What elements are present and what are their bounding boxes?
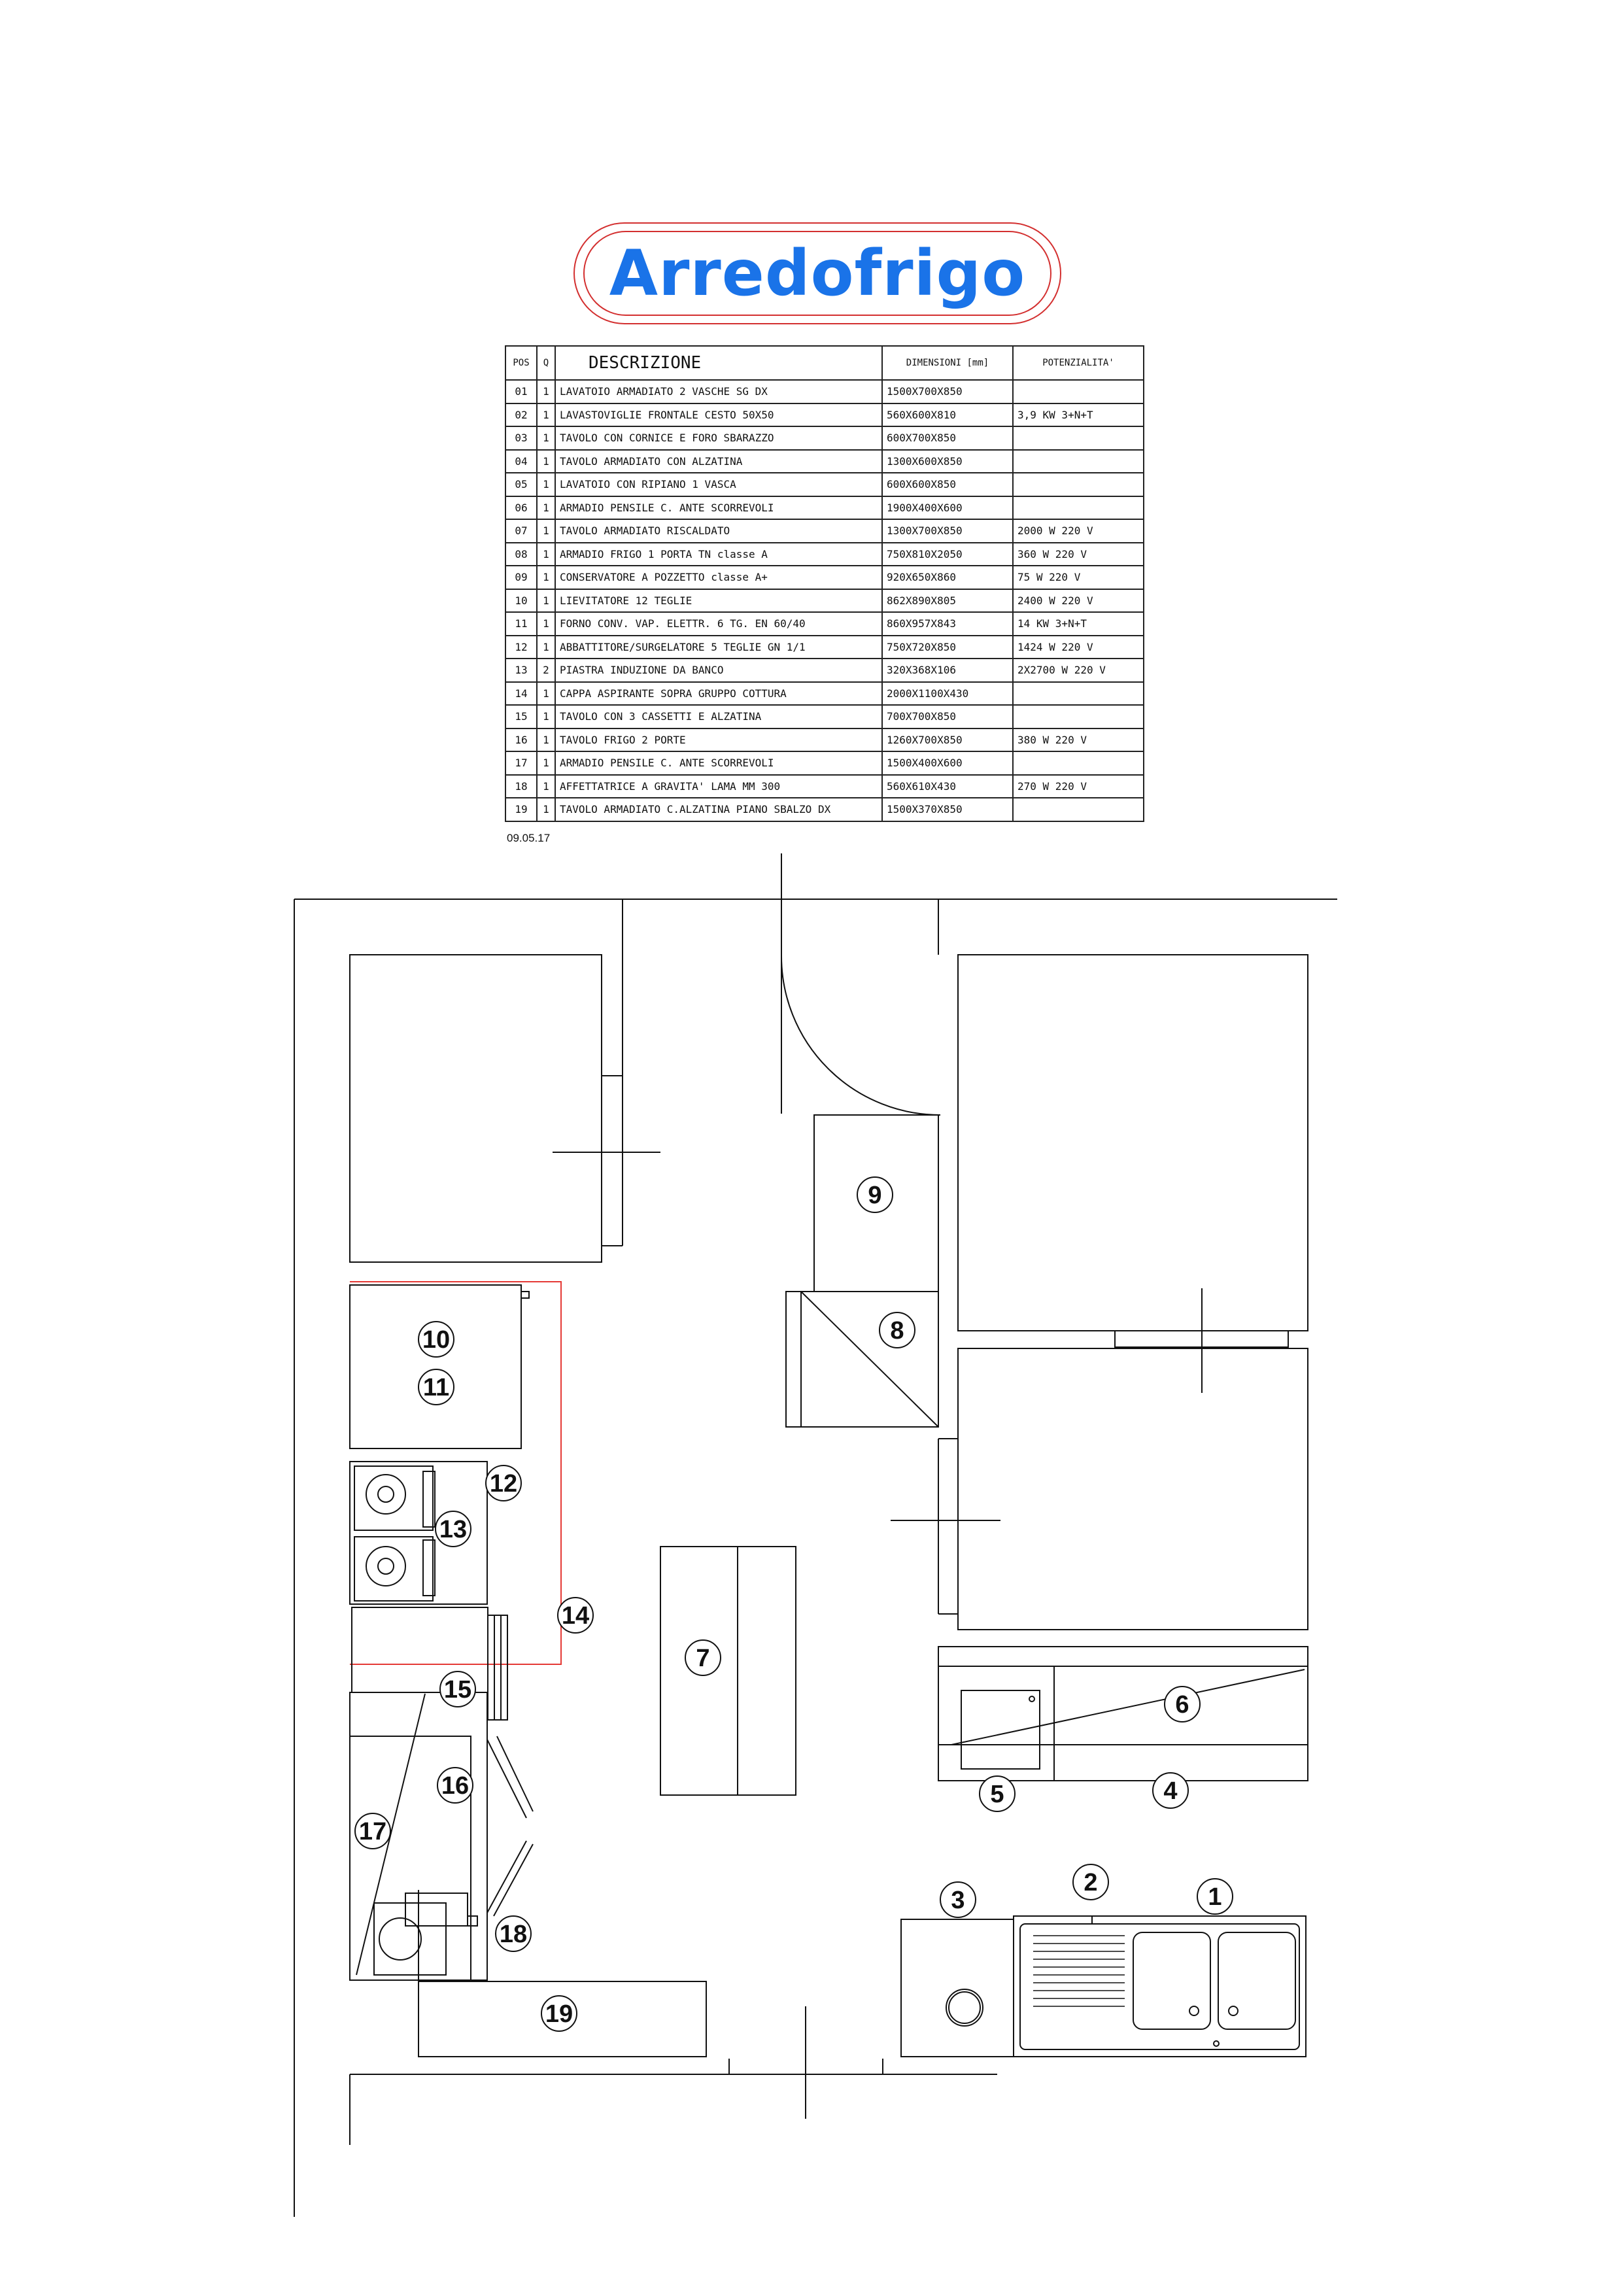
equipment-table: [505, 345, 1144, 822]
position-label-number: 19: [545, 2000, 573, 2028]
power-cell: 3,9 KW 3+N+T: [1013, 403, 1144, 427]
table-row: [505, 403, 1144, 427]
pos-cell: 06: [505, 496, 537, 520]
power-cell: 2400 W 220 V: [1013, 589, 1144, 613]
description-cell: TAVOLO ARMADIATO RISCALDATO: [555, 519, 882, 543]
qty-cell: 1: [537, 519, 555, 543]
position-label-number: 12: [489, 1470, 518, 1498]
header-q: Q: [537, 346, 555, 380]
qty-cell: 1: [537, 682, 555, 706]
dimensions-cell: 1500X400X600: [882, 751, 1013, 775]
description-cell: TAVOLO FRIGO 2 PORTE: [555, 728, 882, 752]
table-row: [505, 636, 1144, 659]
description-cell: LAVATOIO CON RIPIANO 1 VASCA: [555, 473, 882, 496]
position-label-12: [486, 1465, 521, 1501]
position-label-2: [1073, 1864, 1108, 1900]
door: [781, 853, 940, 1115]
qty-cell: 1: [537, 589, 555, 613]
dimensions-cell: 920X650X860: [882, 566, 1013, 589]
dimensions-cell: 1500X700X850: [882, 380, 1013, 403]
position-label-number: 9: [868, 1182, 882, 1209]
description-cell: ARMADIO FRIGO 1 PORTA TN classe A: [555, 543, 882, 566]
dimensions-cell: 2000X1100X430: [882, 682, 1013, 706]
position-label-8: [880, 1312, 915, 1348]
position-label-number: 7: [696, 1645, 710, 1672]
floor-plan: [0, 850, 1623, 2296]
table-row: [505, 450, 1144, 473]
table-row: [505, 682, 1144, 706]
power-cell: [1013, 798, 1144, 821]
qty-cell: 1: [537, 403, 555, 427]
qty-cell: 1: [537, 728, 555, 752]
table-row: [505, 659, 1144, 682]
dimensions-cell: 1300X600X850: [882, 450, 1013, 473]
position-label-4: [1153, 1773, 1188, 1808]
position-label-15: [440, 1671, 475, 1707]
table-row: [505, 566, 1144, 589]
power-cell: 360 W 220 V: [1013, 543, 1144, 566]
qty-cell: 1: [537, 612, 555, 636]
qty-cell: 1: [537, 473, 555, 496]
header-potenzialita: POTENZIALITA': [1013, 346, 1144, 380]
qty-cell: 1: [537, 566, 555, 589]
position-label-number: 11: [422, 1374, 450, 1401]
items-4-5-6: [938, 1647, 1308, 1781]
power-cell: [1013, 426, 1144, 450]
power-cell: 270 W 220 V: [1013, 775, 1144, 798]
header-pos: POS: [505, 346, 537, 380]
qty-cell: 2: [537, 659, 555, 682]
position-label-number: 13: [439, 1516, 468, 1543]
description-cell: LAVATOIO ARMADIATO 2 VASCHE SG DX: [555, 380, 882, 403]
table-row: [505, 775, 1144, 798]
dimensions-cell: 1260X700X850: [882, 728, 1013, 752]
position-label-number: 14: [561, 1602, 590, 1630]
position-label-11: [419, 1369, 454, 1405]
table-row: [505, 543, 1144, 566]
position-label-5: [980, 1776, 1015, 1811]
pos-cell: 10: [505, 589, 537, 613]
power-cell: [1013, 682, 1144, 706]
pos-cell: 04: [505, 450, 537, 473]
qty-cell: 1: [537, 775, 555, 798]
power-cell: [1013, 496, 1144, 520]
dimensions-cell: 600X700X850: [882, 426, 1013, 450]
description-cell: LAVASTOVIGLIE FRONTALE CESTO 50X50: [555, 403, 882, 427]
position-label-number: 10: [422, 1326, 451, 1354]
power-cell: [1013, 450, 1144, 473]
position-label-1: [1197, 1879, 1233, 1914]
position-label-number: 5: [990, 1781, 1004, 1808]
position-label-number: 2: [1084, 1869, 1098, 1896]
logo-text: Arredofrigo: [609, 237, 1026, 310]
top-left-block: [350, 955, 660, 1262]
table-row: [505, 519, 1144, 543]
dimensions-cell: 600X600X850: [882, 473, 1013, 496]
qty-cell: 1: [537, 543, 555, 566]
walls: [294, 899, 1337, 2217]
qty-cell: 1: [537, 636, 555, 659]
item-7-table: [660, 1547, 796, 1795]
qty-cell: 1: [537, 798, 555, 821]
power-cell: [1013, 705, 1144, 728]
power-cell: 14 KW 3+N+T: [1013, 612, 1144, 636]
qty-cell: 1: [537, 380, 555, 403]
qty-cell: 1: [537, 450, 555, 473]
table-row: [505, 426, 1144, 450]
dimensions-cell: 860X957X843: [882, 612, 1013, 636]
dimensions-cell: 1900X400X600: [882, 496, 1013, 520]
table-row: [505, 751, 1144, 775]
description-cell: CAPPA ASPIRANTE SOPRA GRUPPO COTTURA: [555, 682, 882, 706]
position-label-number: 3: [951, 1887, 965, 1914]
pos-cell: 09: [505, 566, 537, 589]
description-cell: TAVOLO CON CORNICE E FORO SBARAZZO: [555, 426, 882, 450]
table-row: [505, 473, 1144, 496]
description-cell: TAVOLO ARMADIATO CON ALZATINA: [555, 450, 882, 473]
description-cell: ARMADIO PENSILE C. ANTE SCORREVOLI: [555, 496, 882, 520]
position-label-number: 8: [890, 1317, 904, 1345]
table-row: [505, 728, 1144, 752]
items-10-11-oven: [350, 1285, 529, 1448]
position-label-16: [437, 1768, 473, 1803]
position-label-number: 17: [358, 1818, 387, 1845]
table-row: [505, 380, 1144, 403]
position-label-10: [419, 1322, 454, 1357]
dimensions-cell: 750X810X2050: [882, 543, 1013, 566]
position-label-number: 1: [1208, 1883, 1222, 1911]
position-label-number: 18: [499, 1921, 528, 1948]
table-row: [505, 705, 1144, 728]
pos-cell: 12: [505, 636, 537, 659]
description-cell: FORNO CONV. VAP. ELETTR. 6 TG. EN 60/40: [555, 612, 882, 636]
description-cell: CONSERVATORE A POZZETTO classe A+: [555, 566, 882, 589]
position-label-18: [496, 1916, 531, 1951]
pos-cell: 13: [505, 659, 537, 682]
pos-cell: 07: [505, 519, 537, 543]
position-label-19: [541, 1996, 577, 2031]
description-cell: LIEVITATORE 12 TEGLIE: [555, 589, 882, 613]
dimensions-cell: 560X610X430: [882, 775, 1013, 798]
power-cell: 2000 W 220 V: [1013, 519, 1144, 543]
pos-cell: 03: [505, 426, 537, 450]
dimensions-cell: 1500X370X850: [882, 798, 1013, 821]
pos-cell: 18: [505, 775, 537, 798]
header-dimensioni: DIMENSIONI [mm]: [882, 346, 1013, 380]
pos-cell: 19: [505, 798, 537, 821]
header-descrizione: DESCRIZIONE: [555, 346, 882, 380]
table-date: 09.05.17: [507, 832, 551, 844]
pos-cell: 02: [505, 403, 537, 427]
description-cell: TAVOLO ARMADIATO C.ALZATINA PIANO SBALZO DX: [555, 798, 882, 821]
power-cell: [1013, 380, 1144, 403]
position-label-14: [558, 1598, 593, 1633]
pos-cell: 08: [505, 543, 537, 566]
qty-cell: 1: [537, 496, 555, 520]
dimensions-cell: 700X700X850: [882, 705, 1013, 728]
pos-cell: 17: [505, 751, 537, 775]
position-label-9: [857, 1177, 893, 1212]
dimensions-cell: 750X720X850: [882, 636, 1013, 659]
power-cell: 1424 W 220 V: [1013, 636, 1144, 659]
items-1-2-sink: [1014, 1916, 1306, 2057]
qty-cell: 1: [537, 426, 555, 450]
power-cell: [1013, 751, 1144, 775]
position-label-3: [940, 1882, 976, 1917]
pos-cell: 11: [505, 612, 537, 636]
position-label-number: 6: [1175, 1691, 1189, 1719]
description-cell: PIASTRA INDUZIONE DA BANCO: [555, 659, 882, 682]
position-label-6: [1165, 1687, 1200, 1722]
position-label-13: [436, 1511, 471, 1547]
qty-cell: 1: [537, 751, 555, 775]
position-label-7: [685, 1640, 721, 1675]
table-row: [505, 589, 1144, 613]
description-cell: AFFETTATRICE A GRAVITA' LAMA MM 300: [555, 775, 882, 798]
table-row: [505, 798, 1144, 821]
description-cell: ARMADIO PENSILE C. ANTE SCORREVOLI: [555, 751, 882, 775]
pos-cell: 05: [505, 473, 537, 496]
table-row: [505, 496, 1144, 520]
pos-cell: 16: [505, 728, 537, 752]
position-label-17: [355, 1813, 390, 1849]
item-8-fridge: [786, 1292, 938, 1427]
pos-cell: 01: [505, 380, 537, 403]
dimensions-cell: 862X890X805: [882, 589, 1013, 613]
position-label-number: 16: [441, 1772, 470, 1800]
power-cell: 380 W 220 V: [1013, 728, 1144, 752]
dimensions-cell: 560X600X810: [882, 403, 1013, 427]
power-cell: 2X2700 W 220 V: [1013, 659, 1144, 682]
dimensions-cell: 1300X700X850: [882, 519, 1013, 543]
pos-cell: 15: [505, 705, 537, 728]
table-header-row: [505, 346, 1144, 380]
right-cabinets: [891, 955, 1308, 1630]
power-cell: [1013, 473, 1144, 496]
position-label-number: 15: [443, 1676, 472, 1704]
qty-cell: 1: [537, 705, 555, 728]
pos-cell: 14: [505, 682, 537, 706]
description-cell: TAVOLO CON 3 CASSETTI E ALZATINA: [555, 705, 882, 728]
position-label-number: 4: [1163, 1777, 1178, 1805]
table-row: [505, 612, 1144, 636]
item-3-dishwasher: [901, 1919, 1014, 2057]
power-cell: 75 W 220 V: [1013, 566, 1144, 589]
description-cell: ABBATTITORE/SURGELATORE 5 TEGLIE GN 1/1: [555, 636, 882, 659]
dimensions-cell: 320X368X106: [882, 659, 1013, 682]
